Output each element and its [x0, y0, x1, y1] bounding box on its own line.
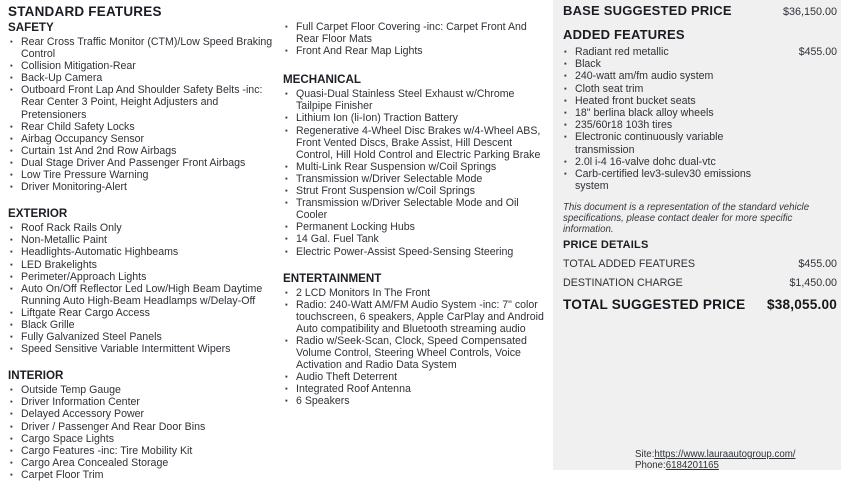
feature-item: ▪ Black Grille — [8, 319, 274, 331]
added-feature-item — [563, 46, 837, 58]
interior-feature-list-continued — [283, 21, 547, 57]
total-added-features-value: $455.00 — [798, 258, 837, 271]
feature-item: ▪ Delayed Accessory Power — [8, 408, 274, 420]
dealer-contact — [635, 449, 795, 471]
added-feature-item — [563, 131, 837, 155]
added-feature-label: ▪ 2.0l i-4 16-valve dohc dual-vtc — [575, 155, 716, 168]
feature-item: ▪ Integrated Roof Antenna — [283, 383, 547, 395]
phone-label: Phone: — [635, 460, 666, 471]
safety-feature-list — [8, 36, 274, 193]
added-feature-item — [563, 83, 837, 95]
added-feature-label: ▪ 240-watt am/fm audio system — [575, 70, 714, 83]
feature-item: ▪ Rear Child Safety Locks — [8, 121, 274, 133]
feature-item: ▪ 14 Gal. Fuel Tank — [283, 233, 547, 245]
feature-item: ▪ Cargo Features -inc: Tire Mobility Kit — [8, 445, 274, 457]
feature-item: ▪ Driver Information Center — [8, 396, 274, 408]
feature-item: ▪ Roof Rack Rails Only — [8, 222, 274, 234]
base-price-row — [563, 3, 837, 18]
feature-item: ▪ Perimeter/Approach Lights — [8, 271, 274, 283]
added-feature-label: ▪ 18" berlina black alloy wheels — [575, 107, 714, 120]
total-suggested-price-row — [563, 297, 837, 312]
disclaimer-text: This document is a representation of the standard vehicle specifications, please contact dealer for more specific information. — [563, 202, 810, 236]
site-link[interactable]: https://www.lauraautogroup.com/ — [654, 449, 796, 460]
section-exterior — [8, 207, 274, 355]
destination-charge-value: $1,450.00 — [789, 277, 837, 290]
feature-item: ▪ Headlights-Automatic Highbeams — [8, 246, 274, 258]
feature-item: ▪ 2 LCD Monitors In The Front — [283, 287, 547, 299]
total-suggested-price-label: TOTAL SUGGESTED PRICE — [563, 297, 746, 313]
added-feature-label: ▪ Black — [575, 58, 601, 71]
price-details-heading: PRICE DETAILS — [563, 239, 649, 252]
phone-link[interactable]: 6184201165 — [665, 460, 719, 471]
added-features-list — [563, 46, 837, 192]
feature-item: ▪ Outside Temp Gauge — [8, 384, 274, 396]
destination-charge-label: DESTINATION CHARGE — [563, 277, 683, 290]
total-added-features-label: TOTAL ADDED FEATURES — [563, 258, 696, 271]
section-interior — [8, 369, 274, 481]
feature-item: ▪ Audio Theft Deterrent — [283, 371, 547, 383]
added-feature-label: ▪ Heated front bucket seats — [575, 94, 696, 107]
feature-item: ▪ Dual Stage Driver And Passenger Front Airbags — [8, 157, 274, 169]
feature-item: ▪ Low Tire Pressure Warning — [8, 169, 274, 181]
feature-item: ▪ Front And Rear Map Lights — [283, 45, 547, 57]
section-heading-interior: INTERIOR — [8, 369, 64, 383]
feature-item: ▪ Full Carpet Floor Covering -inc: Carpet Front And Rear Floor Mats — [283, 21, 547, 45]
total-added-features-row — [563, 258, 837, 270]
feature-item: ▪ Liftgate Rear Cargo Access — [8, 307, 274, 319]
added-feature-label: ▪ Electronic continuously variable transmission — [575, 131, 724, 156]
feature-item: ▪ Carpet Floor Trim — [8, 469, 274, 481]
interior-feature-list — [8, 384, 274, 481]
section-mechanical — [283, 73, 547, 257]
added-features-heading: ADDED FEATURES — [563, 27, 685, 42]
feature-item: ▪ Quasi-Dual Stainless Steel Exhaust w/Chrome Tailpipe Finisher — [283, 88, 547, 112]
page-title: STANDARD FEATURES — [8, 4, 162, 19]
standard-features-column-middle — [283, 21, 547, 422]
feature-item: ▪ Outboard Front Lap And Shoulder Safety Belts -inc: Rear Center 3 Point, Height Adjusters and Pretensioners — [8, 84, 274, 120]
section-safety — [8, 21, 274, 193]
total-suggested-price-value: $38,055.00 — [766, 297, 837, 313]
phone-line — [635, 460, 795, 471]
exterior-feature-list — [8, 222, 274, 355]
feature-item: ▪ Driver Monitoring-Alert — [8, 181, 274, 193]
feature-item: ▪ Airbag Occupancy Sensor — [8, 133, 274, 145]
feature-item: ▪ Transmission w/Driver Selectable Mode — [283, 173, 547, 185]
added-feature-item — [563, 58, 837, 70]
feature-item: ▪ Back-Up Camera — [8, 72, 274, 84]
section-entertainment — [283, 272, 547, 408]
site-line — [635, 449, 795, 460]
section-heading-mechanical: MECHANICAL — [283, 73, 361, 87]
added-feature-item — [563, 168, 837, 192]
feature-item: ▪ Strut Front Suspension w/Coil Springs — [283, 185, 547, 197]
feature-item: ▪ Fully Galvanized Steel Panels — [8, 331, 274, 343]
site-label: Site: — [635, 449, 655, 460]
section-heading-safety: SAFETY — [8, 21, 54, 34]
feature-item: ▪ Cargo Area Concealed Storage — [8, 457, 274, 469]
added-feature-item — [563, 107, 837, 119]
feature-item: ▪ Electric Power-Assist Speed-Sensing Steering — [283, 246, 547, 258]
feature-item: ▪ Driver / Passenger And Rear Door Bins — [8, 421, 274, 433]
feature-item: ▪ Curtain 1st And 2nd Row Airbags — [8, 145, 274, 157]
added-feature-item — [563, 95, 837, 107]
feature-item: ▪ Cargo Space Lights — [8, 433, 274, 445]
section-heading-exterior: EXTERIOR — [8, 207, 68, 221]
feature-item: ▪ 6 Speakers — [283, 395, 547, 407]
base-price-label: BASE SUGGESTED PRICE — [563, 3, 732, 18]
feature-item: ▪ Permanent Locking Hubs — [283, 221, 547, 233]
mechanical-feature-list — [283, 88, 547, 257]
added-feature-item — [563, 119, 837, 131]
section-heading-entertainment: ENTERTAINMENT — [283, 271, 382, 285]
feature-item: ▪ Collision Mitigation-Rear — [8, 60, 274, 72]
feature-item: ▪ Radio w/Seek-Scan, Clock, Speed Compensated Volume Control, Steering Wheel Controls, Voice Activation and Radio Data System — [283, 335, 547, 371]
standard-features-column-left — [8, 21, 274, 495]
added-feature-label: ▪ 235/60r18 103h tires — [575, 119, 673, 132]
feature-item: ▪ Non-Metallic Paint — [8, 234, 274, 246]
added-feature-label: ▪ Carb-certified lev3-sulev30 emissions system — [575, 168, 752, 193]
feature-item: ▪ Lithium Ion (li-Ion) Traction Battery — [283, 112, 547, 124]
feature-item: ▪ Rear Cross Traffic Monitor (CTM)/Low Speed Braking Control — [8, 36, 274, 60]
destination-charge-row — [563, 277, 837, 289]
entertainment-feature-list — [283, 287, 547, 408]
feature-item: ▪ Radio: 240-Watt AM/FM Audio System -inc: 7" color touchscreen, 6 speakers, Apple CarPlay and Android Auto compatibility and Bluetooth streaming audio — [283, 299, 547, 335]
feature-item: ▪ Multi-Link Rear Suspension w/Coil Springs — [283, 161, 547, 173]
feature-item: ▪ Auto On/Off Reflector Led Low/High Beam Daytime Running Auto High-Beam Headlamps w/Delay-Off — [8, 283, 274, 307]
base-price-value: $36,150.00 — [782, 6, 837, 18]
added-feature-label: ▪ Cloth seat trim — [575, 82, 644, 95]
feature-item: ▪ Regenerative 4-Wheel Disc Brakes w/4-Wheel ABS, Front Vented Discs, Brake Assist, Hill Descent Control, Hill Hold Control and Electric Parking Brake — [283, 125, 547, 161]
feature-item: ▪ Transmission w/Driver Selectable Mode and Oil Cooler — [283, 197, 547, 221]
added-feature-item — [563, 156, 837, 168]
feature-item: ▪ LED Brakelights — [8, 259, 274, 271]
added-feature-price: $455.00 — [798, 46, 837, 58]
added-feature-label: ▪ Radiant red metallic — [575, 46, 669, 58]
price-panel — [553, 0, 841, 470]
feature-item: ▪ Speed Sensitive Variable Intermittent Wipers — [8, 343, 274, 355]
added-feature-item — [563, 70, 837, 82]
